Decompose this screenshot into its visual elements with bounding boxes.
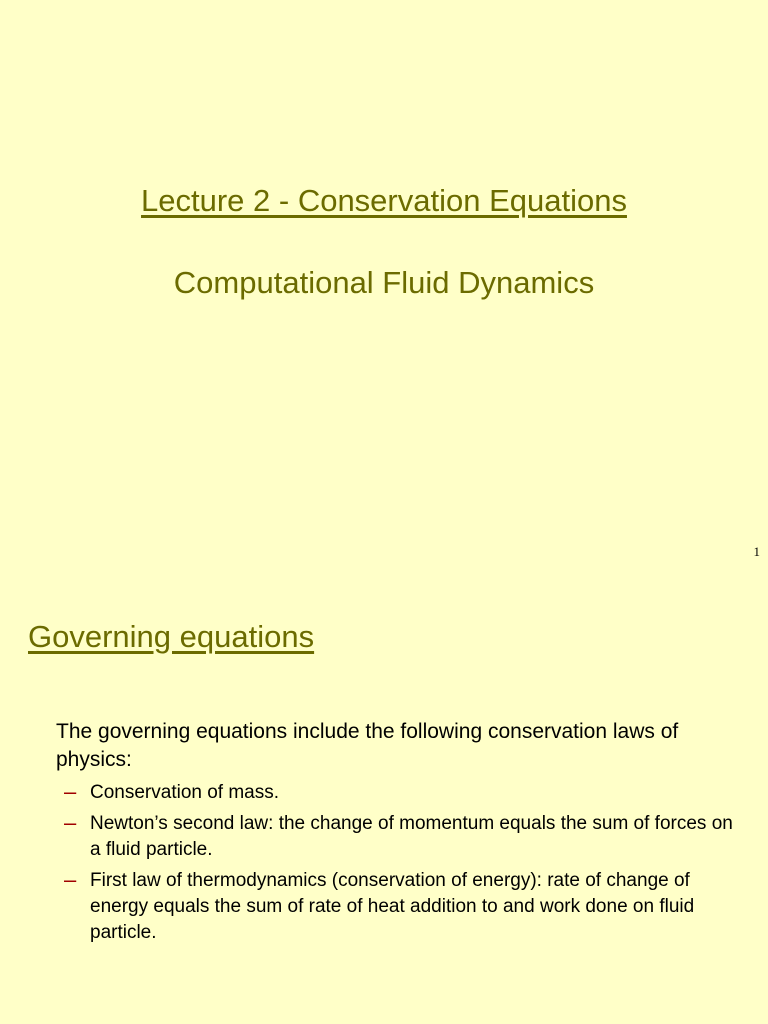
page-number: 1 [753,544,760,559]
bullet-text: First law of thermodynamics (conservation of energy): rate of change of energy equals the sum of rate of heat addition to and work done on fluid particle. [90,870,695,943]
slide-1-subtitle: Computational Fluid Dynamics [173,265,595,300]
bullet-item [56,868,746,946]
bullet-list [56,780,746,951]
slide-2 [0,576,768,1024]
slide-1-title: Lecture 2 - Conservation Equations [141,183,627,218]
bullet-text: Conservation of mass. [90,782,280,803]
bullet-item [56,780,746,806]
dash-bullet-icon: – [64,867,77,892]
bullet-item [56,811,746,863]
bullet-text: Newton’s second law: the change of momentum equals the sum of forces on a fluid particle. [90,813,733,860]
slide-2-title: Governing equations [28,619,315,654]
dash-bullet-icon: – [64,779,77,804]
intro-text: The governing equations include the following conservation laws of physics: [56,720,679,771]
dash-bullet-icon: – [64,810,77,835]
